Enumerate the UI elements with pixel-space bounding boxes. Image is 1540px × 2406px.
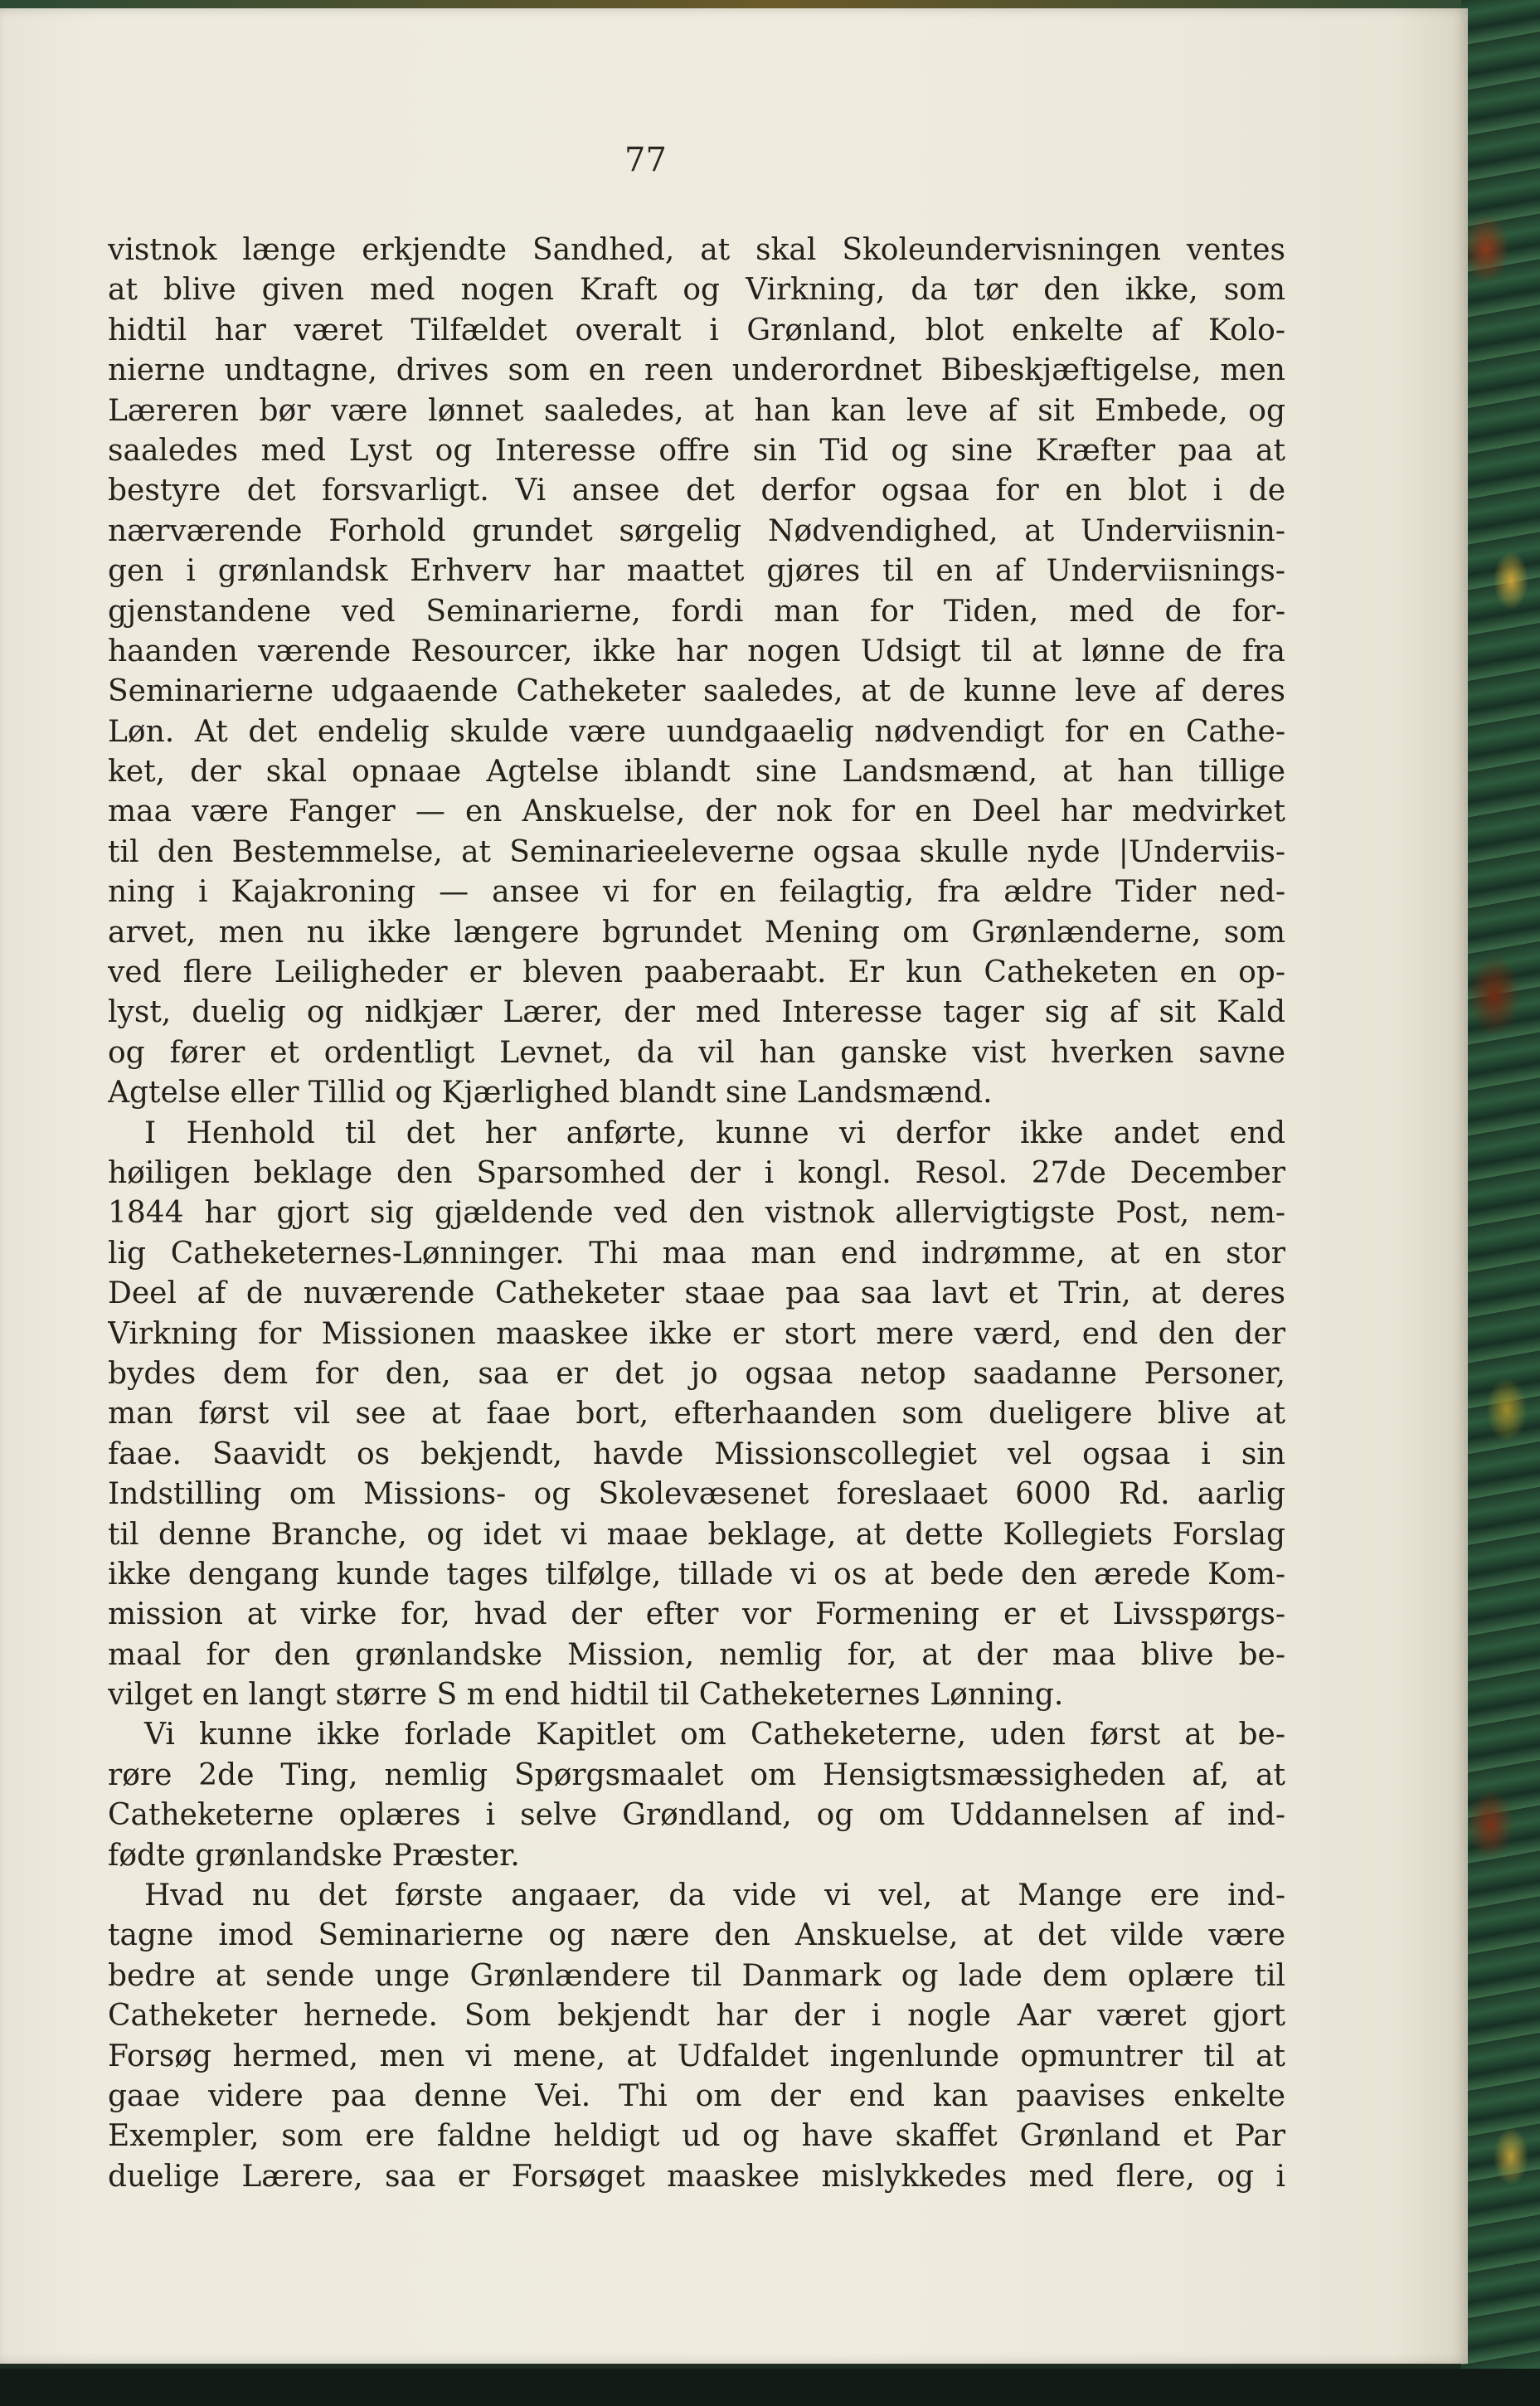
text-line: høiligen beklage den Sparsomhed der i kongl. Resol. 27de December [108, 1155, 1285, 1190]
text-line: lyst, duelig og nidkjær Lærer, der med Interesse tager sig af sit Kald [108, 995, 1285, 1030]
text-line: Agtelse eller Tillid og Kjærlighed blandt sine Landsmænd. [108, 1076, 993, 1111]
text-line: I Henhold til det her anførte, kunne vi derfor ikke andet end [144, 1116, 1285, 1150]
text-line: ved flere Leiligheder er bleven paaberaabt. Er kun Catheketen en op- [108, 955, 1285, 990]
text-line: Læreren bør være lønnet saaledes, at han kan leve af sit Embede, og [108, 393, 1285, 428]
text-line: til denne Branche, og idet vi maae beklage, at dette Kollegiets Forslag [108, 1517, 1285, 1552]
text-line: vistnok længe erkjendte Sandhed, at skal Skoleundervisningen ventes [108, 233, 1285, 267]
text-line: saaledes med Lyst og Interesse offre sin Tid og sine Kræfter paa at [108, 433, 1285, 468]
text-line: 1844 har gjort sig gjældende ved den vistnok allervigtigste Post, nem- [108, 1196, 1285, 1231]
text-line: Deel af de nuværende Catheketer staae paa saa lavt et Trin, at deres [108, 1276, 1285, 1311]
text-line: Catheketer hernede. Som bekjendt har der i nogle Aar været gjort [108, 1999, 1285, 2034]
text-line: og fører et ordentligt Levnet, da vil han ganske vist hverken savne [108, 1035, 1285, 1070]
text-line: haanden værende Resourcer, ikke har nogen Udsigt til at lønne de fra [108, 634, 1285, 668]
text-line: Catheketerne oplæres i selve Grøndland, og om Uddannelsen af ind- [108, 1798, 1285, 1833]
text-line: Exempler, som ere faldne heldigt ud og have skaffet Grønland et Par [108, 2119, 1285, 2154]
text-line: ning i Kajakroning — ansee vi for en feilagtig, fra ældre Tider ned- [108, 875, 1285, 910]
book-page [0, 8, 1468, 2364]
text-line: nierne undtagne, drives som en reen underordnet Bibeskjæftigelse, men [108, 353, 1285, 388]
text-line: at blive given med nogen Kraft og Virkning, da tør den ikke, som [108, 273, 1285, 308]
text-line: nærværende Forhold grundet sørgelig Nødvendighed, at Underviisnin- [108, 513, 1285, 548]
text-line: bedre at sende unge Grønlændere til Danmark og lade dem oplære til [108, 1958, 1285, 1993]
marbled-binding [1461, 0, 1540, 2406]
text-line: Vi kunne ikke forlade Kapitlet om Catheketerne, uden først at be- [144, 1718, 1285, 1752]
text-line: Hvad nu det første angaaer, da vide vi vel, at Mange ere ind- [144, 1879, 1285, 1913]
page-bottom-edge [0, 2369, 1540, 2406]
text-line: arvet, men nu ikke længere bgrundet Mening om Grønlænderne, som [108, 915, 1285, 950]
text-line: Løn. At det endelig skulde være uundgaaelig nødvendigt for en Cathe- [108, 714, 1285, 749]
text-line: mission at virke for, hvad der efter vor Formening er et Livsspørgs- [108, 1597, 1285, 1632]
text-line: gjenstandene ved Seminarierne, fordi man for Tiden, med de for- [108, 594, 1285, 629]
text-line: bydes dem for den, saa er det jo ogsaa netop saadanne Personer, [108, 1356, 1285, 1391]
text-line: faae. Saavidt os bekjendt, havde Missionscollegiet vel ogsaa i sin [108, 1436, 1285, 1471]
text-line: maal for den grønlandske Mission, nemlig for, at der maa blive be- [108, 1637, 1285, 1672]
text-line: tagne imod Seminarierne og nære den Anskuelse, at det vilde være [108, 1918, 1285, 1953]
text-line: Indstilling om Missions- og Skolevæsenet foreslaaet 6000 Rd. aarlig [108, 1477, 1285, 1512]
text-line: lig Catheketernes-Lønninger. Thi maa man end indrømme, at en stor [108, 1236, 1285, 1271]
text-line: Seminarierne udgaaende Catheketer saaledes, at de kunne leve af deres [108, 674, 1285, 709]
text-line: maa være Fanger — en Anskuelse, der nok for en Deel har medvirket [108, 795, 1285, 829]
text-line: Forsøg hermed, men vi mene, at Udfaldet ingenlunde opmuntrer til at [108, 2039, 1285, 2073]
text-line: fødte grønlandske Præster. [108, 1838, 520, 1873]
text-line: Virkning for Missionen maaskee ikke er stort mere værd, end den der [108, 1316, 1285, 1351]
text-line: røre 2de Ting, nemlig Spørgsmaalet om Hensigtsmæssigheden af, at [108, 1757, 1285, 1792]
text-line: ket, der skal opnaae Agtelse iblandt sine Landsmænd, at han tillige [108, 755, 1285, 790]
text-line: til den Bestemmelse, at Seminarieeleverne ogsaa skulle nyde |Underviis- [108, 834, 1285, 869]
text-line: ikke dengang kunde tages tilfølge, tillade vi os at bede den ærede Kom- [108, 1557, 1285, 1592]
text-line: bestyre det forsvarligt. Vi ansee det derfor ogsaa for en blot i de [108, 474, 1285, 508]
body-text [108, 231, 1285, 2197]
text-line: gaae videre paa denne Vei. Thi om der end kan paavises enkelte [108, 2078, 1285, 2113]
text-line: man først vil see at faae bort, efterhaanden som dueligere blive at [108, 1397, 1285, 1431]
text-line: gen i grønlandsk Erhverv har maattet gjøres til en af Underviisnings- [108, 554, 1285, 589]
text-line: duelige Lærere, saa er Forsøget maaskee mislykkedes med flere, og i [108, 2159, 1285, 2194]
text-line: hidtil har været Tilfældet overalt i Grønland, blot enkelte af Kolo- [108, 313, 1285, 348]
page-number: 77 [624, 141, 667, 179]
text-line: vilget en langt større S m end hidtil til Catheketernes Lønning. [108, 1678, 1064, 1713]
